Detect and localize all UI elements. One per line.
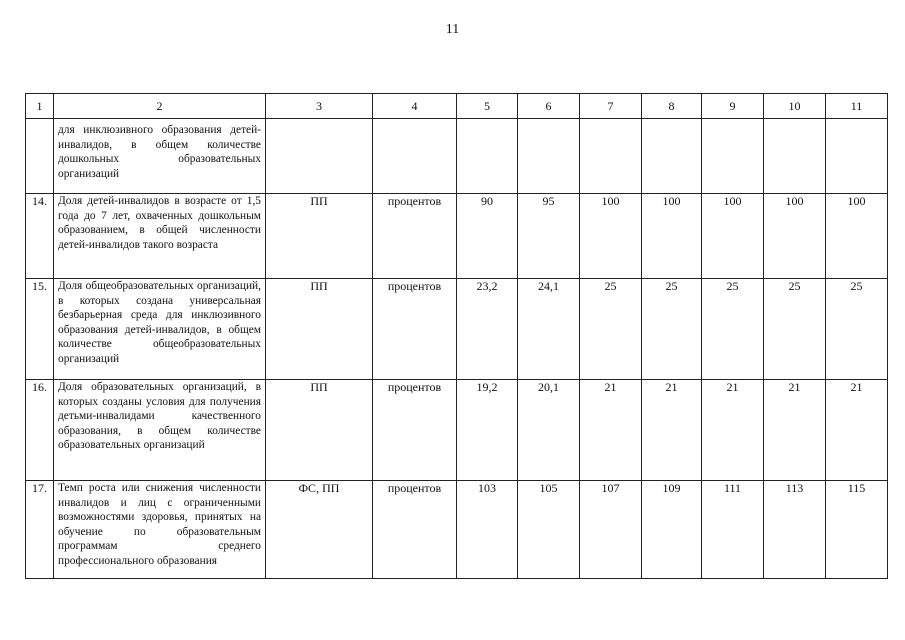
value-cell: 19,2 <box>457 380 518 481</box>
value-cell: 95 <box>518 194 580 279</box>
page-number: 11 <box>445 22 460 37</box>
indicator-name-cell: Доля детей-инвалидов в возрасте от 1,5 года до 7 лет, охваченных дошкольным образованием, в общей численности детей-инвалидов такого возраста <box>54 194 266 279</box>
column-number: 9 <box>702 94 764 119</box>
column-number: 3 <box>266 94 373 119</box>
source-cell: ПП <box>266 194 373 279</box>
value-cell: 113 <box>764 481 826 579</box>
table-row-continuation <box>26 119 888 194</box>
value-cell: 25 <box>764 279 826 380</box>
column-number: 4 <box>373 94 457 119</box>
column-number: 11 <box>826 94 888 119</box>
unit-cell: процентов <box>373 481 457 579</box>
unit-cell: процентов <box>373 380 457 481</box>
indicator-name-cell: Темп роста или снижения численности инвалидов и лиц с ограниченными возможностями здоровья, принятых на обучение по образовательным программам среднего профессионального образования <box>54 481 266 579</box>
value-cell: 21 <box>580 380 642 481</box>
table-row <box>26 279 888 380</box>
value-cell: 100 <box>764 194 826 279</box>
value-cell: 24,1 <box>518 279 580 380</box>
value-cell: 21 <box>702 380 764 481</box>
row-number-cell: 15. <box>26 279 54 380</box>
value-cell: 105 <box>518 481 580 579</box>
value-cell: 90 <box>457 194 518 279</box>
value-cell: 100 <box>826 194 888 279</box>
value-cell: 25 <box>580 279 642 380</box>
indicators-table <box>25 93 888 579</box>
column-number: 1 <box>26 94 54 119</box>
value-cell: 109 <box>642 481 702 579</box>
column-number: 5 <box>457 94 518 119</box>
column-number-row <box>26 94 888 119</box>
value-cell: 111 <box>702 481 764 579</box>
column-number: 6 <box>518 94 580 119</box>
row-number-cell <box>26 119 54 194</box>
column-number: 8 <box>642 94 702 119</box>
value-cell: 100 <box>580 194 642 279</box>
column-number: 7 <box>580 94 642 119</box>
value-cell: 23,2 <box>457 279 518 380</box>
value-cell: 103 <box>457 481 518 579</box>
row-number-cell: 16. <box>26 380 54 481</box>
unit-cell: процентов <box>373 194 457 279</box>
table-row <box>26 194 888 279</box>
value-cell: 100 <box>702 194 764 279</box>
indicator-name-cell: Доля общеобразовательных организаций, в которых создана универсальная безбарьерная среда для инклюзивного образования детей-инвалидов, в общем количестве общеобразовательных организаций <box>54 279 266 380</box>
table-row <box>26 380 888 481</box>
value-cell: 107 <box>580 481 642 579</box>
row-number-cell: 17. <box>26 481 54 579</box>
value-cell: 21 <box>642 380 702 481</box>
source-cell: ПП <box>266 279 373 380</box>
column-number: 10 <box>764 94 826 119</box>
source-cell: ПП <box>266 380 373 481</box>
value-cell: 100 <box>642 194 702 279</box>
indicator-name-cell: для инклюзивного образования детей-инвалидов, в общем количестве дошкольных образовательных организаций <box>54 119 266 194</box>
row-number-cell: 14. <box>26 194 54 279</box>
value-cell: 21 <box>826 380 888 481</box>
value-cell: 21 <box>764 380 826 481</box>
table-row <box>26 481 888 579</box>
value-cell: 115 <box>826 481 888 579</box>
value-cell: 25 <box>642 279 702 380</box>
unit-cell: процентов <box>373 279 457 380</box>
column-number: 2 <box>54 94 266 119</box>
value-cell: 25 <box>826 279 888 380</box>
value-cell: 20,1 <box>518 380 580 481</box>
value-cell: 25 <box>702 279 764 380</box>
source-cell: ФС, ПП <box>266 481 373 579</box>
indicator-name-cell: Доля образовательных организаций, в которых созданы условия для получения детьми-инвалидами качественного образования, в общем количестве образовательных организаций <box>54 380 266 481</box>
